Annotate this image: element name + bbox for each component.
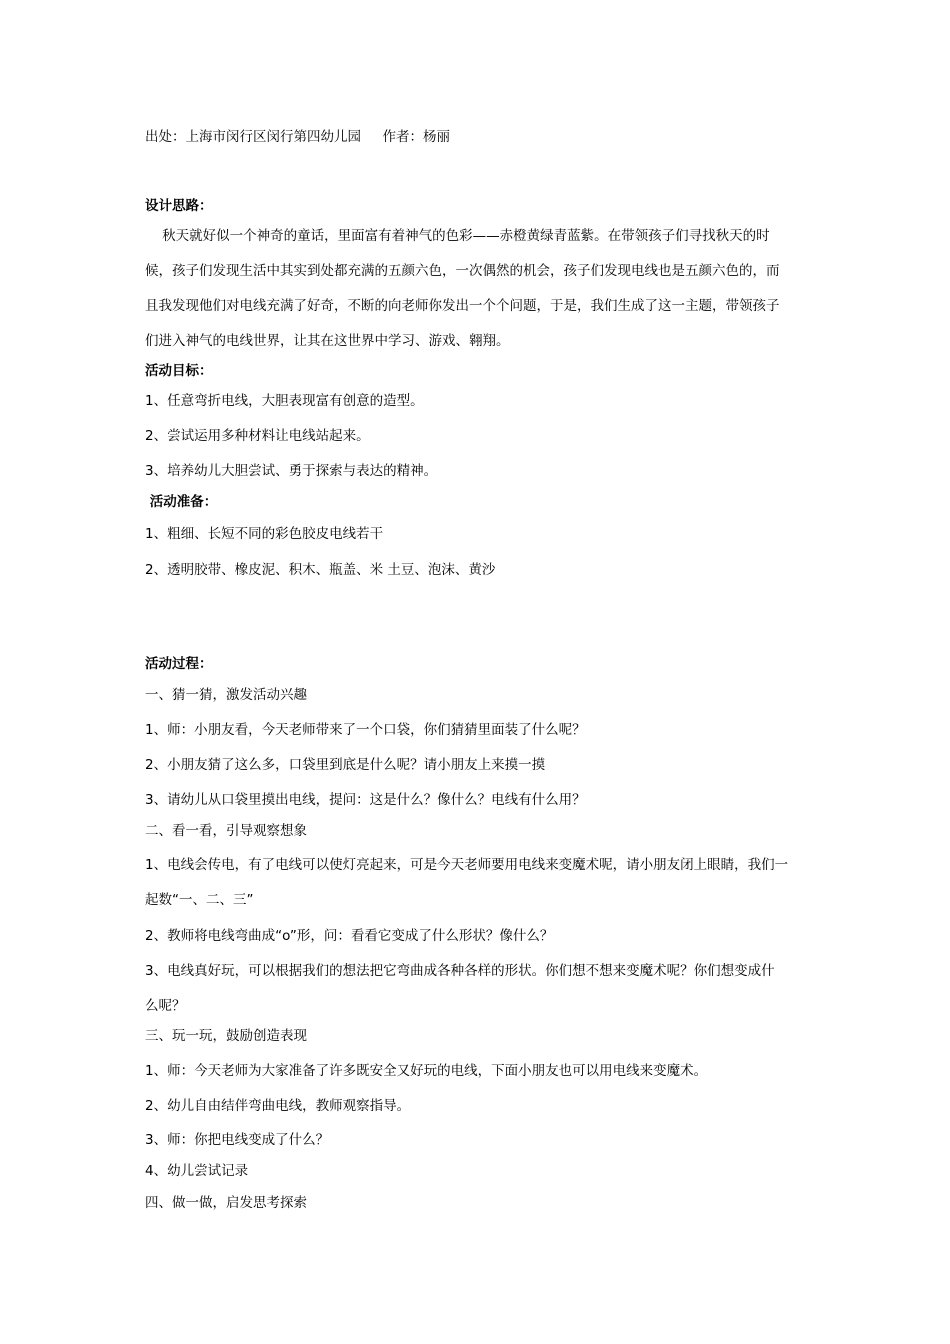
process-heading: 活动过程： [145, 656, 213, 672]
process-line: 2、教师将电线弯曲成“o”形，问：看看它变成了什么形状？像什么？ [145, 928, 554, 944]
process-line: 1、师：今天老师为大家准备了许多既安全又好玩的电线，下面小朋友也可以用电线来变魔术。 [145, 1063, 708, 1079]
goal-item: 1、任意弯折电线，大胆表现富有创意的造型。 [145, 393, 424, 409]
design-heading: 设计思路： [145, 198, 213, 214]
prep-item: 2、透明胶带、橡皮泥、积木、瓶盖、米 土豆、泡沫、黄沙 [145, 562, 496, 578]
prep-heading: 活动准备： [145, 494, 218, 510]
goal-item: 2、尝试运用多种材料让电线站起来。 [145, 428, 370, 444]
source-line: 出处：上海市闵行区闵行第四幼儿园 作者：杨丽 [145, 129, 450, 145]
process-line: 么呢？ [145, 998, 186, 1014]
process-line: 3、请幼儿从口袋里摸出电线，提问：这是什么？像什么？电线有什么用？ [145, 792, 586, 808]
process-line: 三、玩一玩，鼓励创造表现 [145, 1028, 307, 1044]
process-line: 1、师：小朋友看，今天老师带来了一个口袋，你们猜猜里面装了什么呢？ [145, 722, 586, 738]
goal-item: 3、培养幼儿大胆尝试、勇于探索与表达的精神。 [145, 463, 438, 479]
process-line: 3、师：你把电线变成了什么？ [145, 1132, 330, 1148]
process-line: 2、幼儿自由结伴弯曲电线，教师观察指导。 [145, 1098, 411, 1114]
design-line: 且我发现他们对电线充满了好奇，不断的向老师你发出一个个问题，于是，我们生成了这一主题，带领孩子 [145, 298, 780, 314]
design-line: 们进入神气的电线世界，让其在这世界中学习、游戏、翱翔。 [145, 333, 510, 349]
goals-heading: 活动目标： [145, 363, 213, 379]
process-line: 起数“一、二、三” [145, 892, 254, 908]
process-line: 3、电线真好玩，可以根据我们的想法把它弯曲成各种各样的形状。你们想不想来变魔术呢？你们想变成什 [145, 963, 775, 979]
process-line: 2、小朋友猜了这么多，口袋里到底是什么呢？请小朋友上来摸一摸 [145, 757, 546, 773]
process-line: 四、做一做，启发思考探索 [145, 1195, 307, 1211]
process-line: 二、看一看，引导观察想象 [145, 823, 307, 839]
design-line: 候，孩子们发现生活中其实到处都充满的五颜六色，一次偶然的机会，孩子们发现电线也是五颜六色的，而 [145, 263, 780, 279]
design-line: 秋天就好似一个神奇的童话，里面富有着神气的色彩——赤橙黄绿青蓝紫。在带领孩子们寻找秋天的时 [145, 228, 770, 244]
process-line: 1、电线会传电，有了电线可以使灯亮起来，可是今天老师要用电线来变魔术呢，请小朋友闭上眼睛，我们一 [145, 857, 789, 873]
process-line: 4、幼儿尝试记录 [145, 1163, 249, 1179]
prep-item: 1、粗细、长短不同的彩色胶皮电线若干 [145, 526, 384, 542]
process-line: 一、猜一猜，激发活动兴趣 [145, 687, 307, 703]
